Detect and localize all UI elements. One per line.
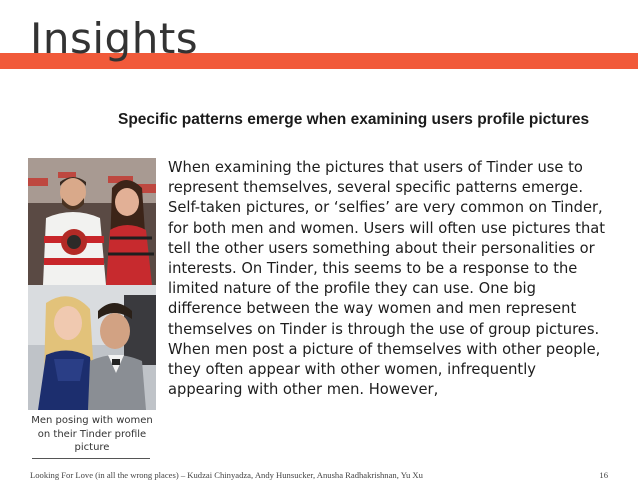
section-subtitle: Specific patterns emerge when examining users profile pictures	[118, 111, 590, 128]
profile-photo-arena	[28, 158, 156, 285]
figure-caption: Men posing with women on their Tinder profile picture	[31, 415, 153, 453]
body-paragraph: When examining the pictures that users of Tinder use to represent themselves, several specific patterns emerge. Self-taken pictures, or ‘selfies’ are very common on Tinder, for both men and women. Users will often use pictures that tell the other users something about their personalities or interests. On Tinder, this seems to be a response to the limited nature of the profile they can use. One big difference between the way women and men represent themselves on Tinder is through the use of group pictures. When men post a picture of themselves with other people, they often appear with other women, infrequently appearing with other men. However,	[168, 159, 606, 399]
caption-divider	[32, 458, 150, 459]
footer-citation: Looking For Love (in all the wrong places) – Kudzai Chinyadza, Andy Hunsucker, Anusha Radhakrishnan, Yu Xu	[30, 470, 423, 480]
page-number: 16	[599, 470, 608, 480]
slide-title: Insights	[30, 14, 199, 63]
profile-photo-selfie	[28, 285, 156, 410]
